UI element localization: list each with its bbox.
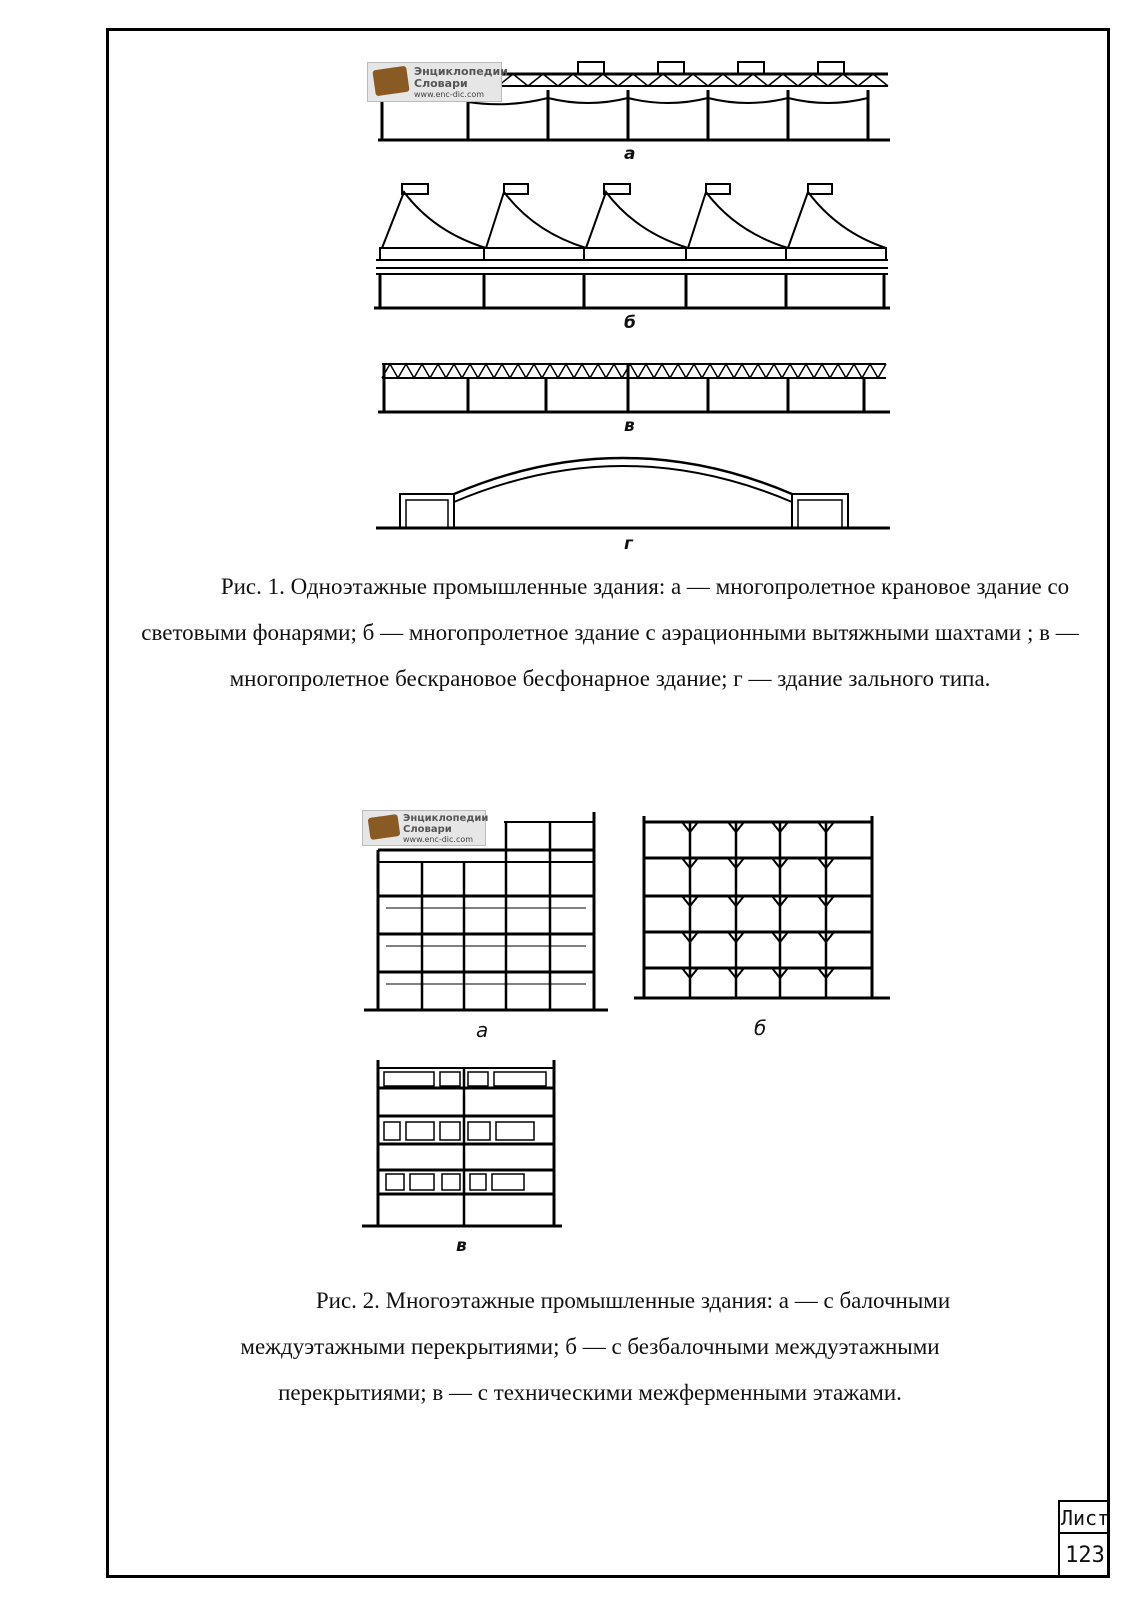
book-icon xyxy=(372,66,409,96)
figure2-b-drawing xyxy=(634,812,890,1004)
watermark-line2-2: Словари xyxy=(403,824,452,835)
sheet-label: Лист xyxy=(1058,1500,1110,1534)
watermark-line2: Словари xyxy=(414,77,468,90)
figure2-caption: Рис. 2. Многоэтажные промышленные здания: а — с балочными междуэтажными перекрытиями; б — с безбалочными междуэтажными перекрытиями; в — с техническими межферменными этажами. xyxy=(240,1288,951,1405)
watermark-logo-2 xyxy=(362,810,489,846)
watermark-line1: Энциклопедии xyxy=(414,65,508,78)
figure1-c-drawing xyxy=(378,360,890,416)
book-icon-2 xyxy=(368,814,401,840)
watermark-url: www.enc-dic.com xyxy=(414,90,485,99)
figure1-d-drawing xyxy=(376,442,890,532)
watermark-url-2: www.enc-dic.com xyxy=(403,835,474,844)
figure2-c-drawing xyxy=(362,1058,562,1230)
sheet-stamp xyxy=(1058,1500,1110,1578)
sheet-number: 123 xyxy=(1058,1534,1110,1578)
figure2-label-a: а xyxy=(476,1018,489,1042)
figure1-label-b: б xyxy=(624,313,636,333)
figure1-label-a: а xyxy=(624,144,636,164)
figure2-label-b: б xyxy=(754,1016,767,1040)
watermark-line1-2: Энциклопедии xyxy=(403,813,489,824)
figure1-b-drawing xyxy=(374,182,890,312)
figure1-label-d: г xyxy=(624,534,633,554)
figure2-label-c: в xyxy=(456,1236,467,1256)
figure1-caption: Рис. 1. Одноэтажные промышленные здания: а — многопролетное крановое здание со световыми фонарями; б — многопролетное здание с аэрационными вытяжными шахтами ; в — многопролетное бескрановое бесфонарное здание; г — здание зального типа. xyxy=(141,574,1079,691)
figure1-label-c: в xyxy=(624,416,635,436)
watermark-logo xyxy=(367,62,508,102)
